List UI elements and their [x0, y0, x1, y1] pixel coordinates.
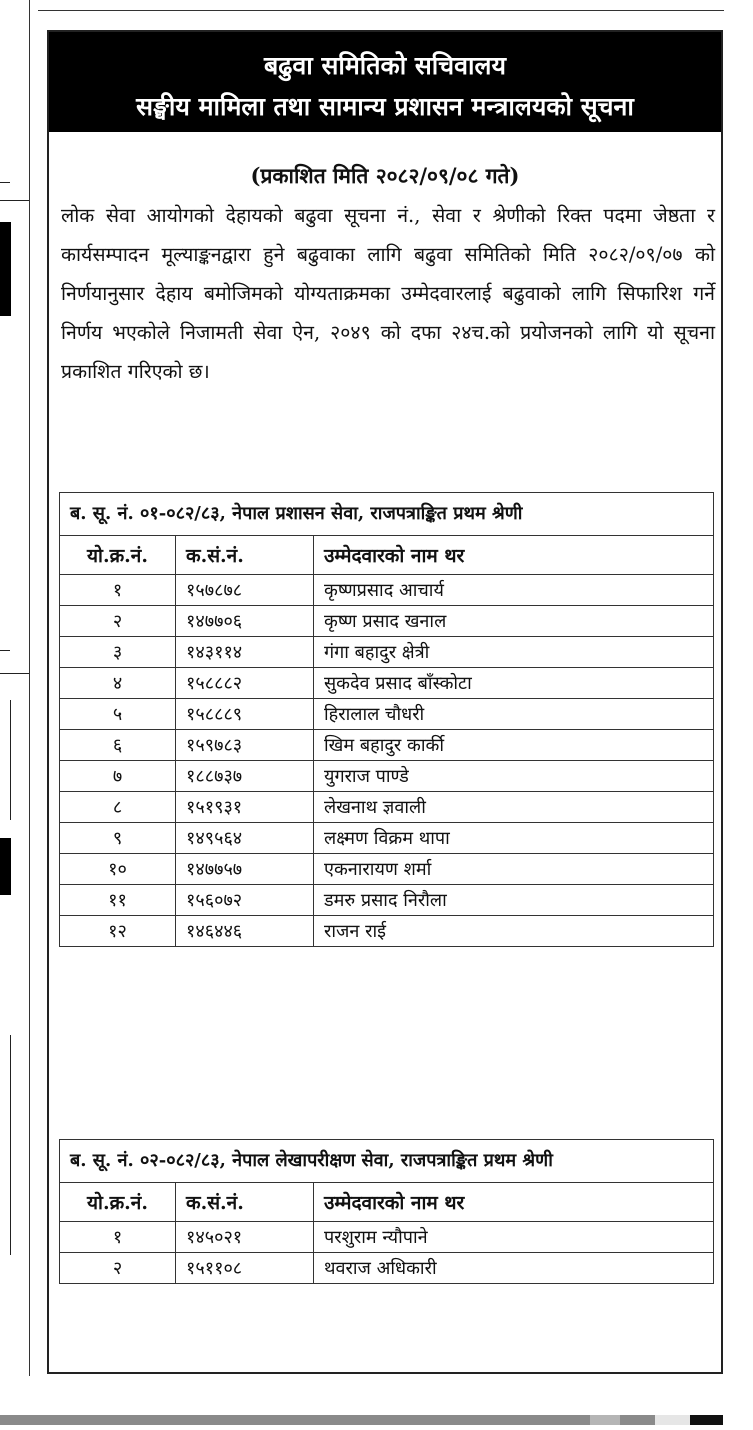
- serial-number-cell: ५: [60, 699, 176, 730]
- roll-number-cell: १४७७५७: [176, 854, 314, 885]
- column-header: यो.क्र.नं.: [60, 1183, 176, 1222]
- roll-number-cell: १५७८७८: [176, 575, 314, 606]
- serial-number-cell: ११: [60, 885, 176, 916]
- top-rule: [38, 10, 724, 11]
- candidate-name-cell: एकनारायण शर्मा: [314, 854, 714, 885]
- table-row: [60, 916, 714, 947]
- table-row: [60, 885, 714, 916]
- candidate-name-cell: लक्ष्मण विक्रम थापा: [314, 823, 714, 854]
- published-date: (प्रकाशित मिति २०८२/०९/०८ गते): [250, 163, 520, 188]
- section-2: [59, 1139, 714, 1284]
- table-header-row: [60, 1183, 714, 1222]
- serial-number-cell: १: [60, 1222, 176, 1253]
- table-row: [60, 699, 714, 730]
- notice-box: [47, 30, 723, 1374]
- serial-number-cell: १०: [60, 854, 176, 885]
- roll-number-cell: १४९५६४: [176, 823, 314, 854]
- candidate-name-cell: राजन राई: [314, 916, 714, 947]
- serial-number-cell: १२: [60, 916, 176, 947]
- candidate-name-cell: गंगा बहादुर क्षेत्री: [314, 637, 714, 668]
- header-line-2: सङ्घीय मामिला तथा सामान्य प्रशासन मन्त्रालयको सूचना: [136, 92, 634, 121]
- candidate-name-cell: डमरु प्रसाद निरौला: [314, 885, 714, 916]
- column-header: उम्मेदवारको नाम थर: [314, 1183, 714, 1222]
- roll-number-cell: १५११०८: [176, 1253, 314, 1284]
- table-row: [60, 637, 714, 668]
- column-divider: [29, 0, 30, 1376]
- candidate-name-cell: परशुराम न्यौपाने: [314, 1222, 714, 1253]
- notice-body: लोक सेवा आयोगको देहायको बढुवा सूचना नं., सेवा र श्रेणीको रिक्त पदमा जेष्ठता र कार्यसम्पादन मूल्याङ्कनद्वारा हुने बढुवाका लागि बढुवा समितिको मिति २०८२/०९/०७ को निर्णयानुसार देहाय बमोजिमको योग्यताक्रमका उम्मेदवारलाई बढुवाको लागि सिफारिश गर्ने निर्णय भएकोले निजामती सेवा ऐन, २०४९ को दफा २४च.को प्रयोजनको लागि यो सूचना प्रकाशित गरिएको छ।: [61, 204, 715, 383]
- candidate-name-cell: कृष्णप्रसाद आचार्य: [314, 575, 714, 606]
- roll-number-cell: १४३११४: [176, 637, 314, 668]
- candidate-name-cell: हिरालाल चौधरी: [314, 699, 714, 730]
- candidate-name-cell: खिम बहादुर कार्की: [314, 730, 714, 761]
- table-row: [60, 761, 714, 792]
- roll-number-cell: १५८८८९: [176, 699, 314, 730]
- roll-number-cell: १५१९३१: [176, 792, 314, 823]
- candidate-name-cell: युगराज पाण्डे: [314, 761, 714, 792]
- section-title: ब. सू. नं. ०२-०८२/८३, नेपाल लेखापरीक्षण सेवा, राजपत्राङ्कित प्रथम श्रेणी: [60, 1140, 714, 1183]
- candidate-table: [59, 492, 714, 947]
- table-row: [60, 606, 714, 637]
- roll-number-cell: १४५०२१: [176, 1222, 314, 1253]
- header-line-1: बढुवा समितिको सचिवालय: [264, 51, 506, 80]
- serial-number-cell: १: [60, 575, 176, 606]
- table-row: [60, 575, 714, 606]
- serial-number-cell: ८: [60, 792, 176, 823]
- notice-header: [49, 32, 721, 132]
- roll-number-cell: १५६०७२: [176, 885, 314, 916]
- candidate-name-cell: थवराज अधिकारी: [314, 1253, 714, 1284]
- candidate-name-cell: सुकदेव प्रसाद बाँस्कोटा: [314, 668, 714, 699]
- adjacent-column-fragment: [0, 0, 30, 1376]
- table-row: [60, 823, 714, 854]
- roll-number-cell: १५८८८२: [176, 668, 314, 699]
- table-row: [60, 792, 714, 823]
- roll-number-cell: १४६४४६: [176, 916, 314, 947]
- table-row: [60, 730, 714, 761]
- serial-number-cell: ७: [60, 761, 176, 792]
- serial-number-cell: २: [60, 606, 176, 637]
- candidate-table: [59, 1139, 714, 1284]
- column-header: क.सं.नं.: [176, 1183, 314, 1222]
- candidate-name-cell: कृष्ण प्रसाद खनाल: [314, 606, 714, 637]
- candidate-name-cell: लेखनाथ ज्ञवाली: [314, 792, 714, 823]
- table-row: [60, 1253, 714, 1284]
- table-header-row: [60, 536, 714, 575]
- column-header: क.सं.नं.: [176, 536, 314, 575]
- serial-number-cell: ३: [60, 637, 176, 668]
- section-title: ब. सू. नं. ०१-०८२/८३, नेपाल प्रशासन सेवा, राजपत्राङ्कित प्रथम श्रेणी: [60, 493, 714, 536]
- table-row: [60, 668, 714, 699]
- roll-number-cell: १८८७३७: [176, 761, 314, 792]
- serial-number-cell: ९: [60, 823, 176, 854]
- serial-number-cell: ६: [60, 730, 176, 761]
- table-row: [60, 854, 714, 885]
- column-header: उम्मेदवारको नाम थर: [314, 536, 714, 575]
- roll-number-cell: १४७७०६: [176, 606, 314, 637]
- table-row: [60, 1222, 714, 1253]
- section-1: [59, 492, 714, 947]
- serial-number-cell: ४: [60, 668, 176, 699]
- serial-number-cell: २: [60, 1253, 176, 1284]
- roll-number-cell: १५९७८३: [176, 730, 314, 761]
- column-header: यो.क्र.नं.: [60, 536, 176, 575]
